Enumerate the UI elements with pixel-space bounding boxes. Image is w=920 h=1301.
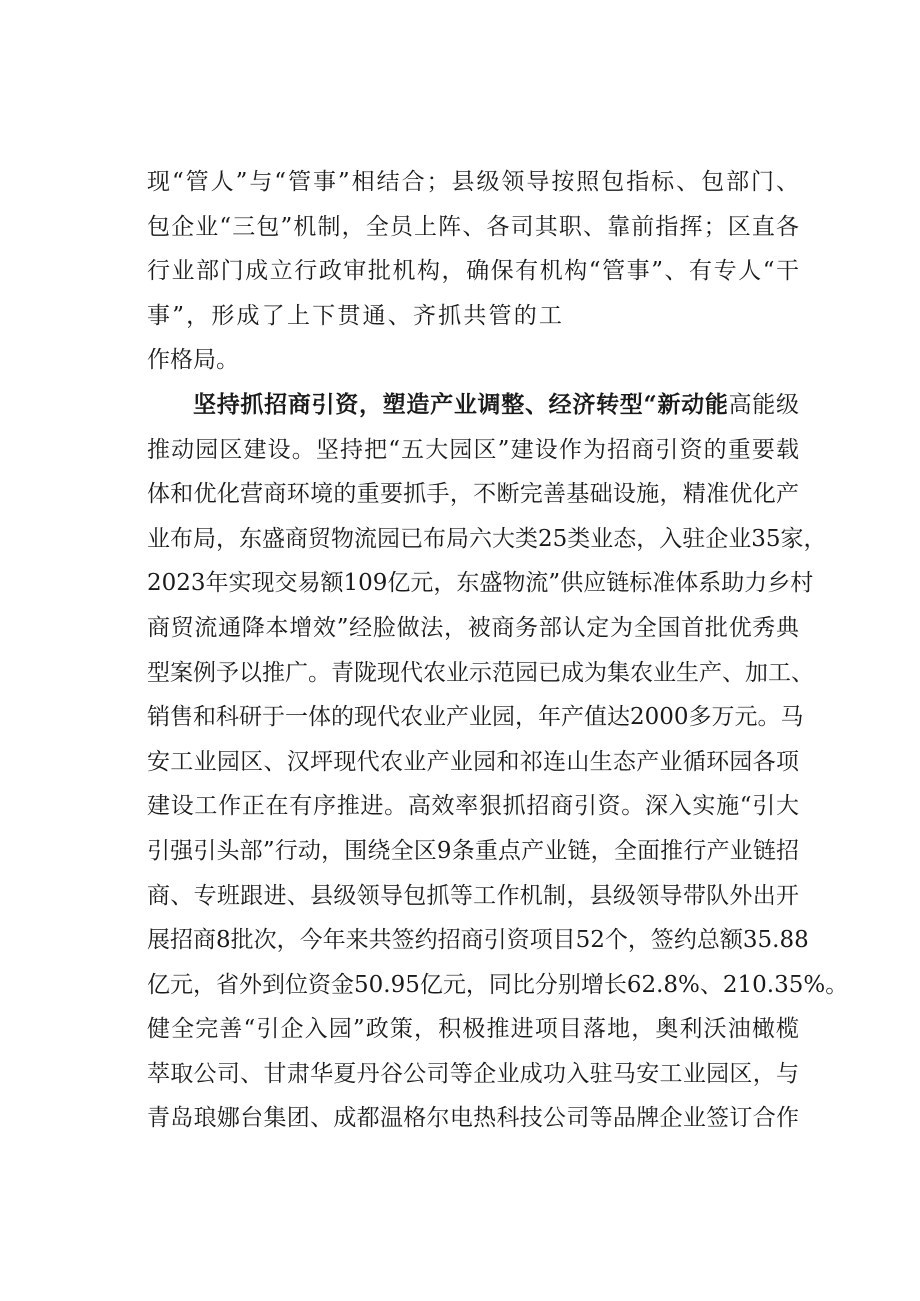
paragraph-line: 作格局。 <box>147 347 239 374</box>
paragraph-line: 亿元，省外到位资金50.95亿元，同比分别增长62.8%、210.35%。 <box>147 971 849 998</box>
paragraph-line: 安工业园区、汉坪现代农业产业园和祁连山生态产业循环园各项 <box>147 748 799 775</box>
paragraph-line: 体和优化营商环境的重要抓手，不断完善基础设施，精准优化产 <box>147 481 799 508</box>
paragraph-line: 销售和科研于一体的现代农业产业园，年产值达2000多万元。马 <box>147 704 804 731</box>
paragraph-line: 展招商8批次，今年来共签约招商引资项目52个，签约总额35.88 <box>147 927 809 954</box>
paragraph-line: 推动园区建设。坚持把“五大园区”建设作为招商引资的重要载 <box>147 436 799 463</box>
paragraph-first-line <box>147 383 799 428</box>
paragraph-line: 建设工作正在有序推进。高效率狠抓招商引资。深入实施“引大 <box>147 793 799 820</box>
paragraph-line: 萃取公司、甘肃华夏丹谷公司等企业成功入驻马安工业园区，与 <box>147 1060 799 1087</box>
paragraph-line: 商、专班跟进、县级领导包抓等工作机制，县级领导带队外出开 <box>147 882 799 909</box>
paragraph-line: 现“管人”与“管事”相结合；县级领导按照包指标、包部门、 <box>147 169 799 195</box>
paragraph-heading: 坚持抓招商引资，塑造产业调整、经济转型“新动能 <box>193 390 729 418</box>
document-body <box>147 160 849 1141</box>
paragraph-line: 事”，形成了上下贯通、齐抓共管的工 <box>147 302 565 329</box>
paragraph-line: 业布局，东盛商贸物流园已布局六大类25类业态，入驻企业35家， <box>147 525 827 552</box>
paragraph-line: 健全完善“引企入园”政策，积极推进项目落地，奥利沃油橄榄 <box>147 1016 799 1043</box>
paragraph-line: 型案例予以推广。青陇现代农业示范园已成为集农业生产、加工、 <box>147 659 814 686</box>
paragraph-line: 引强引头部”行动，围绕全区9条重点产业链，全面推行产业链招 <box>147 837 799 864</box>
paragraph-line: 商贸流通降本增效”经脸做法，被商务部认定为全国首批优秀典 <box>147 614 799 641</box>
paragraph-line: 青岛琅娜台集团、成都温格尔电热科技公司等品牌企业签订合作 <box>147 1105 799 1132</box>
paragraph-line: 行业部门成立行政审批机构，确保有机构“管事”、有专人“干 <box>147 258 799 285</box>
paragraph-heading-rest: 高能级 <box>728 391 799 418</box>
paragraph-line: 包企业“三包”机制，全员上阵、各司其职、靠前指挥；区直各 <box>147 213 799 240</box>
paragraph-line: 2023年实现交易额109亿元，东盛物流”供应链标准体系助力乡村 <box>147 570 814 597</box>
